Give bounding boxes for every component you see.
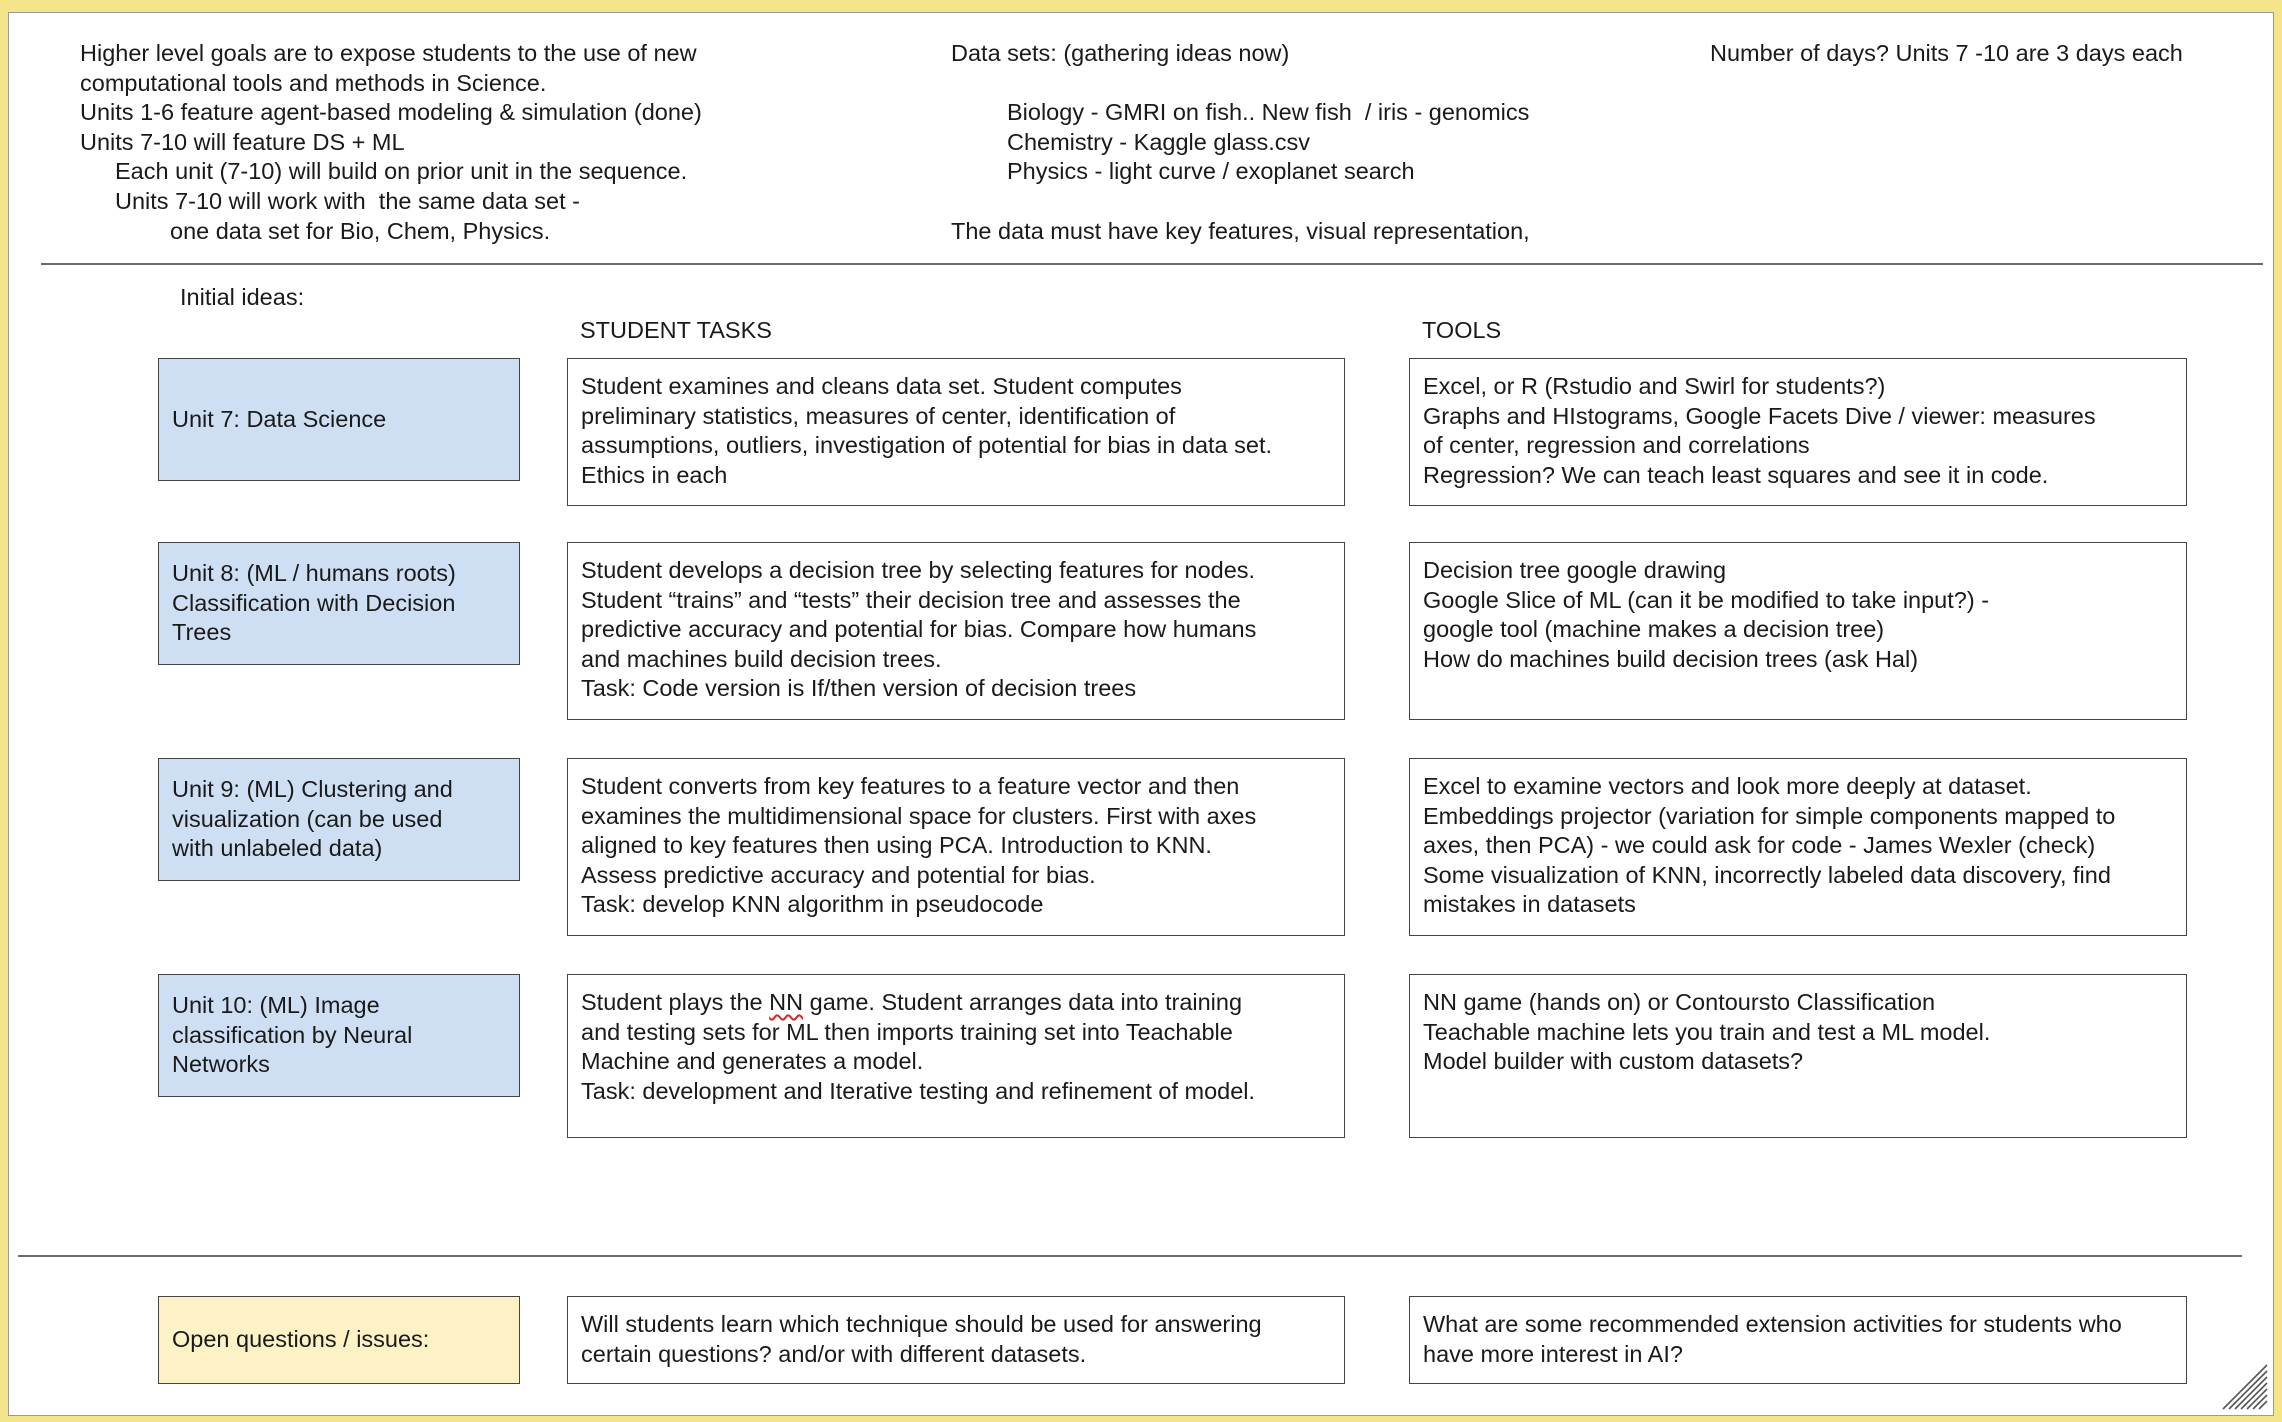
open-questions-label[interactable]: Open questions / issues: [158, 1296, 520, 1384]
drawing-canvas[interactable] [8, 12, 2274, 1416]
goals-line-7: one data set for Bio, Chem, Physics. [170, 218, 551, 244]
resize-handle-icon[interactable] [2221, 1363, 2269, 1411]
unit-10-tasks-text-b: game. Student arranges data into training and testing sets for ML then imports training set into Teachable Machine and generates a model. Task: development and Iterative testing and refinement of model. [581, 989, 1256, 1104]
student-tasks-header: STUDENT TASKS [580, 317, 772, 343]
goals-line-2: computational tools and methods in Science. [80, 70, 547, 96]
open-question-2[interactable]: What are some recommended extension activities for students who have more interest in AI? [1409, 1296, 2187, 1384]
tools-header: TOOLS [1422, 317, 1502, 343]
goals-line-1: Higher level goals are to expose students to the use of new [80, 40, 697, 66]
days-note: Number of days? Units 7 -10 are 3 days each [1710, 40, 2183, 66]
unit-10-label[interactable]: Unit 10: (ML) Image classification by Neural Networks [158, 974, 520, 1097]
top-divider [41, 263, 2263, 265]
goals-line-6: Units 7-10 will work with the same data set - [115, 188, 580, 214]
dataset-biology: Biology - GMRI on fish.. New fish / iris - genomics [1007, 99, 1530, 125]
unit-8-tasks[interactable]: Student develops a decision tree by selecting features for nodes. Student “trains” and “tests” their decision tree and assesses the predictive accuracy and potential for bias. Compare how humans and machines build decision trees. Task: Code version is If/then version of decision trees [567, 542, 1345, 720]
bottom-divider [18, 1255, 2242, 1257]
spellcheck-nn: NN [769, 989, 804, 1015]
unit-10-tasks[interactable] [567, 974, 1345, 1138]
goals-line-4: Units 7-10 will feature DS + ML [80, 129, 405, 155]
goals-line-5: Each unit (7-10) will build on prior unit in the sequence. [115, 158, 688, 184]
unit-8-label[interactable]: Unit 8: (ML / humans roots) Classification with Decision Trees [158, 542, 520, 665]
unit-7-tasks[interactable]: Student examines and cleans data set. Student computes preliminary statistics, measures of center, identification of assumptions, outliers, investigation of potential for bias in data set. Ethics in each [567, 358, 1345, 506]
unit-7-tools[interactable]: Excel, or R (Rstudio and Swirl for students?) Graphs and HIstograms, Google Facets Dive / viewer: measures of center, regression and correlations Regression? We can teach least squares and see it in code. [1409, 358, 2187, 506]
unit-9-tools[interactable]: Excel to examine vectors and look more deeply at dataset. Embeddings projector (variation for simple components mapped to axes, then PCA) - we could ask for code - James Wexler (check) Some visualization of KNN, incorrectly labeled data discovery, find mistakes in datasets [1409, 758, 2187, 936]
goals-line-3: Units 1-6 feature agent-based modeling & simulation (done) [80, 99, 702, 125]
initial-ideas-label: Initial ideas: [180, 284, 305, 310]
datasets-heading: Data sets: (gathering ideas now) [951, 40, 1290, 66]
dataset-physics: Physics - light curve / exoplanet search [1007, 158, 1415, 184]
open-question-1[interactable]: Will students learn which technique should be used for answering certain questions? and/or with different datasets. [567, 1296, 1345, 1384]
dataset-chemistry: Chemistry - Kaggle glass.csv [1007, 129, 1310, 155]
datasets-note: The data must have key features, visual representation, [951, 218, 1530, 244]
unit-9-label[interactable]: Unit 9: (ML) Clustering and visualization (can be used with unlabeled data) [158, 758, 520, 881]
unit-10-tools[interactable]: NN game (hands on) or Contoursto Classification Teachable machine lets you train and test a ML model. Model builder with custom datasets? [1409, 974, 2187, 1138]
unit-9-tasks[interactable]: Student converts from key features to a feature vector and then examines the multidimensional space for clusters. First with axes aligned to key features then using PCA. Introduction to KNN. Assess predictive accuracy and potential for bias. Task: develop KNN algorithm in pseudocode [567, 758, 1345, 936]
unit-10-tasks-text-a: Student plays the [581, 989, 770, 1015]
unit-8-tools[interactable]: Decision tree google drawing Google Slice of ML (can it be modified to take input?) - google tool (machine makes a decision tree) How do machines build decision trees (ask Hal) [1409, 542, 2187, 720]
unit-7-label[interactable]: Unit 7: Data Science [158, 358, 520, 481]
